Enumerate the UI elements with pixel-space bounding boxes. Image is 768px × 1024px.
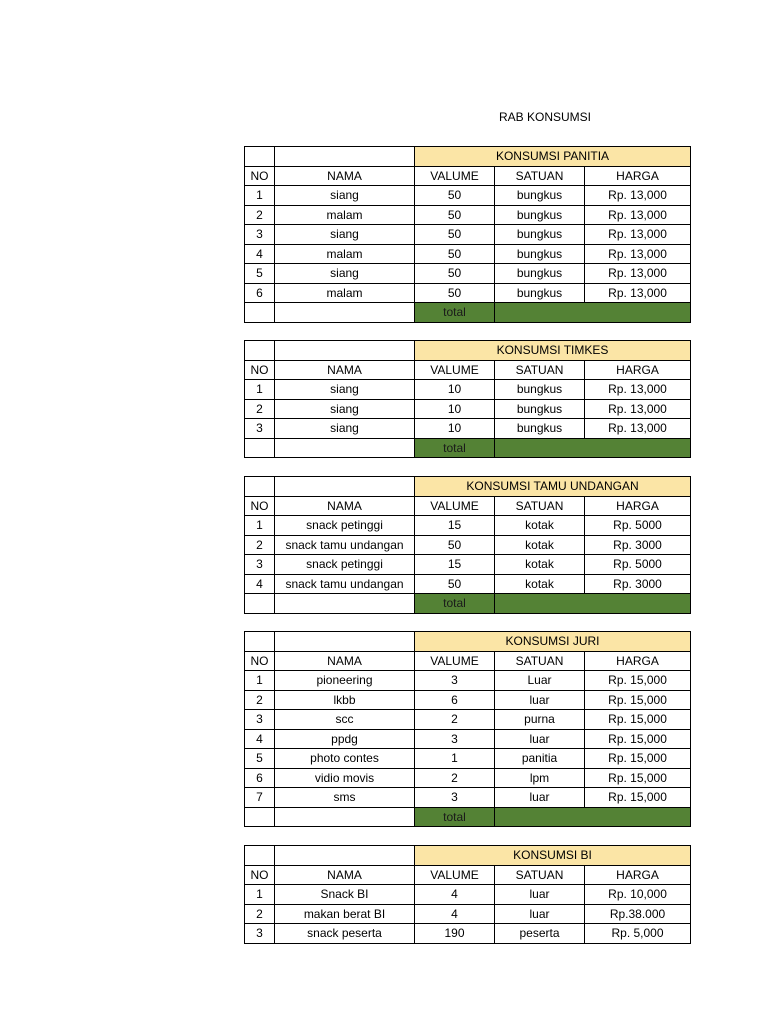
table-row — [245, 729, 691, 749]
cell-volume: 50 — [415, 264, 495, 284]
table-title: KONSUMSI JURI — [415, 632, 691, 652]
cell-no: 3 — [245, 710, 275, 730]
cell-no: 6 — [245, 283, 275, 303]
empty-cell — [275, 594, 415, 614]
cell-nama: lkbb — [275, 690, 415, 710]
table-row — [245, 710, 691, 730]
table-row — [245, 555, 691, 575]
column-header-nama: NAMA — [275, 651, 415, 671]
table-row — [245, 768, 691, 788]
table-title: KONSUMSI PANITIA — [415, 147, 691, 167]
table-row — [245, 399, 691, 419]
cell-satuan: panitia — [495, 749, 585, 769]
cell-nama: snack petinggi — [275, 555, 415, 575]
konsumsi-table — [244, 340, 691, 458]
table-row — [245, 885, 691, 905]
cell-satuan: Luar — [495, 671, 585, 691]
cell-satuan: kotak — [495, 555, 585, 575]
page-title: RAB KONSUMSI — [499, 110, 592, 124]
cell-nama: siang — [275, 264, 415, 284]
cell-harga: Rp. 13,000 — [585, 264, 691, 284]
cell-nama: siang — [275, 419, 415, 439]
cell-volume: 3 — [415, 729, 495, 749]
table-row — [245, 671, 691, 691]
cell-nama: snack tamu undangan — [275, 535, 415, 555]
konsumsi-section — [244, 476, 690, 614]
konsumsi-table — [244, 146, 691, 323]
empty-cell — [245, 438, 275, 458]
table-row — [245, 690, 691, 710]
table-header-row — [245, 865, 691, 885]
cell-harga: Rp. 15,000 — [585, 671, 691, 691]
konsumsi-table — [244, 631, 691, 827]
konsumsi-section — [244, 845, 690, 944]
cell-volume: 3 — [415, 788, 495, 808]
total-value — [495, 807, 691, 827]
cell-satuan: purna — [495, 710, 585, 730]
column-header-no: NO — [245, 166, 275, 186]
table-row — [245, 749, 691, 769]
column-header-nama: NAMA — [275, 166, 415, 186]
empty-cell — [275, 807, 415, 827]
cell-satuan: kotak — [495, 535, 585, 555]
total-value — [495, 594, 691, 614]
cell-volume: 190 — [415, 924, 495, 944]
cell-nama: Snack BI — [275, 885, 415, 905]
total-row — [245, 438, 691, 458]
konsumsi-section — [244, 340, 690, 458]
cell-no: 3 — [245, 419, 275, 439]
cell-harga: Rp. 5000 — [585, 516, 691, 536]
cell-harga: Rp. 13,000 — [585, 419, 691, 439]
column-header-harga: HARGA — [585, 166, 691, 186]
cell-satuan: bungkus — [495, 419, 585, 439]
column-header-satuan: SATUAN — [495, 651, 585, 671]
cell-satuan: kotak — [495, 516, 585, 536]
cell-harga: Rp. 15,000 — [585, 788, 691, 808]
cell-satuan: bungkus — [495, 399, 585, 419]
cell-nama: snack petinggi — [275, 516, 415, 536]
cell-no: 2 — [245, 690, 275, 710]
empty-cell — [245, 594, 275, 614]
table-row — [245, 924, 691, 944]
cell-harga: Rp. 15,000 — [585, 690, 691, 710]
konsumsi-table — [244, 476, 691, 614]
cell-harga: Rp. 13,000 — [585, 283, 691, 303]
cell-satuan: kotak — [495, 574, 585, 594]
cell-satuan: bungkus — [495, 225, 585, 245]
cell-nama: snack peserta — [275, 924, 415, 944]
konsumsi-section — [244, 146, 690, 323]
empty-cell — [245, 147, 275, 167]
cell-volume: 50 — [415, 535, 495, 555]
cell-nama: makan berat BI — [275, 904, 415, 924]
empty-cell — [245, 846, 275, 866]
cell-volume: 2 — [415, 768, 495, 788]
column-header-nama: NAMA — [275, 865, 415, 885]
konsumsi-section — [244, 631, 690, 827]
column-header-volume: VALUME — [415, 360, 495, 380]
table-row — [245, 264, 691, 284]
table-row — [245, 904, 691, 924]
cell-no: 2 — [245, 205, 275, 225]
table-title-row — [245, 147, 691, 167]
cell-satuan: luar — [495, 690, 585, 710]
cell-nama: malam — [275, 205, 415, 225]
cell-harga: Rp. 5000 — [585, 555, 691, 575]
table-row — [245, 380, 691, 400]
cell-harga: Rp. 15,000 — [585, 710, 691, 730]
cell-volume: 50 — [415, 574, 495, 594]
cell-harga: Rp. 13,000 — [585, 399, 691, 419]
cell-nama: siang — [275, 225, 415, 245]
cell-harga: Rp. 10,000 — [585, 885, 691, 905]
table-row — [245, 535, 691, 555]
cell-volume: 1 — [415, 749, 495, 769]
cell-nama: malam — [275, 244, 415, 264]
table-row — [245, 419, 691, 439]
column-header-harga: HARGA — [585, 496, 691, 516]
cell-nama: vidio movis — [275, 768, 415, 788]
empty-cell — [245, 807, 275, 827]
table-row — [245, 574, 691, 594]
cell-volume: 50 — [415, 244, 495, 264]
cell-satuan: luar — [495, 904, 585, 924]
cell-harga: Rp. 3000 — [585, 535, 691, 555]
table-row — [245, 244, 691, 264]
empty-cell — [245, 303, 275, 323]
cell-harga: Rp. 13,000 — [585, 225, 691, 245]
cell-no: 6 — [245, 768, 275, 788]
cell-volume: 10 — [415, 399, 495, 419]
cell-no: 3 — [245, 924, 275, 944]
table-title: KONSUMSI BI — [415, 846, 691, 866]
empty-cell — [275, 341, 415, 361]
total-row — [245, 807, 691, 827]
cell-no: 4 — [245, 244, 275, 264]
cell-no: 4 — [245, 729, 275, 749]
column-header-volume: VALUME — [415, 496, 495, 516]
cell-harga: Rp. 15,000 — [585, 749, 691, 769]
cell-no: 3 — [245, 225, 275, 245]
cell-satuan: bungkus — [495, 380, 585, 400]
cell-volume: 50 — [415, 205, 495, 225]
cell-no: 7 — [245, 788, 275, 808]
cell-no: 2 — [245, 399, 275, 419]
column-header-no: NO — [245, 360, 275, 380]
total-label: total — [415, 594, 495, 614]
cell-satuan: lpm — [495, 768, 585, 788]
konsumsi-table — [244, 845, 691, 944]
table-title-row — [245, 341, 691, 361]
column-header-harga: HARGA — [585, 651, 691, 671]
cell-volume: 50 — [415, 225, 495, 245]
cell-satuan: bungkus — [495, 205, 585, 225]
table-title-row — [245, 477, 691, 497]
table-row — [245, 788, 691, 808]
cell-satuan: luar — [495, 729, 585, 749]
cell-no: 1 — [245, 885, 275, 905]
cell-nama: siang — [275, 399, 415, 419]
cell-volume: 3 — [415, 671, 495, 691]
table-header-row — [245, 651, 691, 671]
cell-satuan: bungkus — [495, 264, 585, 284]
column-header-no: NO — [245, 496, 275, 516]
cell-no: 5 — [245, 749, 275, 769]
column-header-no: NO — [245, 865, 275, 885]
cell-volume: 50 — [415, 186, 495, 206]
column-header-nama: NAMA — [275, 496, 415, 516]
total-row — [245, 303, 691, 323]
cell-satuan: peserta — [495, 924, 585, 944]
table-header-row — [245, 496, 691, 516]
cell-no: 2 — [245, 904, 275, 924]
cell-harga: Rp. 15,000 — [585, 768, 691, 788]
column-header-satuan: SATUAN — [495, 166, 585, 186]
empty-cell — [275, 632, 415, 652]
table-row — [245, 283, 691, 303]
column-header-satuan: SATUAN — [495, 360, 585, 380]
cell-volume: 15 — [415, 555, 495, 575]
cell-volume: 10 — [415, 419, 495, 439]
cell-satuan: bungkus — [495, 244, 585, 264]
total-label: total — [415, 438, 495, 458]
cell-no: 1 — [245, 380, 275, 400]
cell-volume: 15 — [415, 516, 495, 536]
total-row — [245, 594, 691, 614]
cell-harga: Rp. 13,000 — [585, 205, 691, 225]
cell-no: 1 — [245, 516, 275, 536]
cell-harga: Rp. 13,000 — [585, 186, 691, 206]
table-header-row — [245, 360, 691, 380]
cell-harga: Rp. 13,000 — [585, 380, 691, 400]
table-row — [245, 225, 691, 245]
cell-nama: ppdg — [275, 729, 415, 749]
table-title: KONSUMSI TIMKES — [415, 341, 691, 361]
table-title: KONSUMSI TAMU UNDANGAN — [415, 477, 691, 497]
cell-no: 4 — [245, 574, 275, 594]
table-row — [245, 205, 691, 225]
cell-harga: Rp. 5,000 — [585, 924, 691, 944]
cell-nama: sms — [275, 788, 415, 808]
cell-nama: photo contes — [275, 749, 415, 769]
table-title-row — [245, 632, 691, 652]
cell-satuan: bungkus — [495, 283, 585, 303]
empty-cell — [275, 303, 415, 323]
column-header-satuan: SATUAN — [495, 865, 585, 885]
table-row — [245, 186, 691, 206]
empty-cell — [245, 632, 275, 652]
cell-harga: Rp. 13,000 — [585, 244, 691, 264]
empty-cell — [275, 846, 415, 866]
cell-harga: Rp. 15,000 — [585, 729, 691, 749]
cell-no: 1 — [245, 671, 275, 691]
cell-satuan: luar — [495, 788, 585, 808]
cell-volume: 6 — [415, 690, 495, 710]
empty-cell — [245, 477, 275, 497]
cell-nama: pioneering — [275, 671, 415, 691]
total-value — [495, 438, 691, 458]
cell-nama: malam — [275, 283, 415, 303]
cell-satuan: luar — [495, 885, 585, 905]
cell-volume: 10 — [415, 380, 495, 400]
cell-nama: snack tamu undangan — [275, 574, 415, 594]
cell-volume: 4 — [415, 885, 495, 905]
cell-no: 5 — [245, 264, 275, 284]
cell-nama: siang — [275, 186, 415, 206]
total-label: total — [415, 303, 495, 323]
cell-no: 2 — [245, 535, 275, 555]
empty-cell — [275, 147, 415, 167]
empty-cell — [275, 477, 415, 497]
cell-nama: scc — [275, 710, 415, 730]
table-row — [245, 516, 691, 536]
column-header-harga: HARGA — [585, 865, 691, 885]
cell-harga: Rp. 3000 — [585, 574, 691, 594]
column-header-satuan: SATUAN — [495, 496, 585, 516]
column-header-harga: HARGA — [585, 360, 691, 380]
cell-volume: 4 — [415, 904, 495, 924]
cell-no: 3 — [245, 555, 275, 575]
empty-cell — [245, 341, 275, 361]
cell-harga: Rp.38.000 — [585, 904, 691, 924]
total-label: total — [415, 807, 495, 827]
cell-satuan: bungkus — [495, 186, 585, 206]
cell-no: 1 — [245, 186, 275, 206]
cell-volume: 2 — [415, 710, 495, 730]
column-header-volume: VALUME — [415, 651, 495, 671]
column-header-volume: VALUME — [415, 865, 495, 885]
empty-cell — [275, 438, 415, 458]
total-value — [495, 303, 691, 323]
column-header-volume: VALUME — [415, 166, 495, 186]
cell-nama: siang — [275, 380, 415, 400]
table-title-row — [245, 846, 691, 866]
column-header-nama: NAMA — [275, 360, 415, 380]
cell-volume: 50 — [415, 283, 495, 303]
column-header-no: NO — [245, 651, 275, 671]
table-header-row — [245, 166, 691, 186]
